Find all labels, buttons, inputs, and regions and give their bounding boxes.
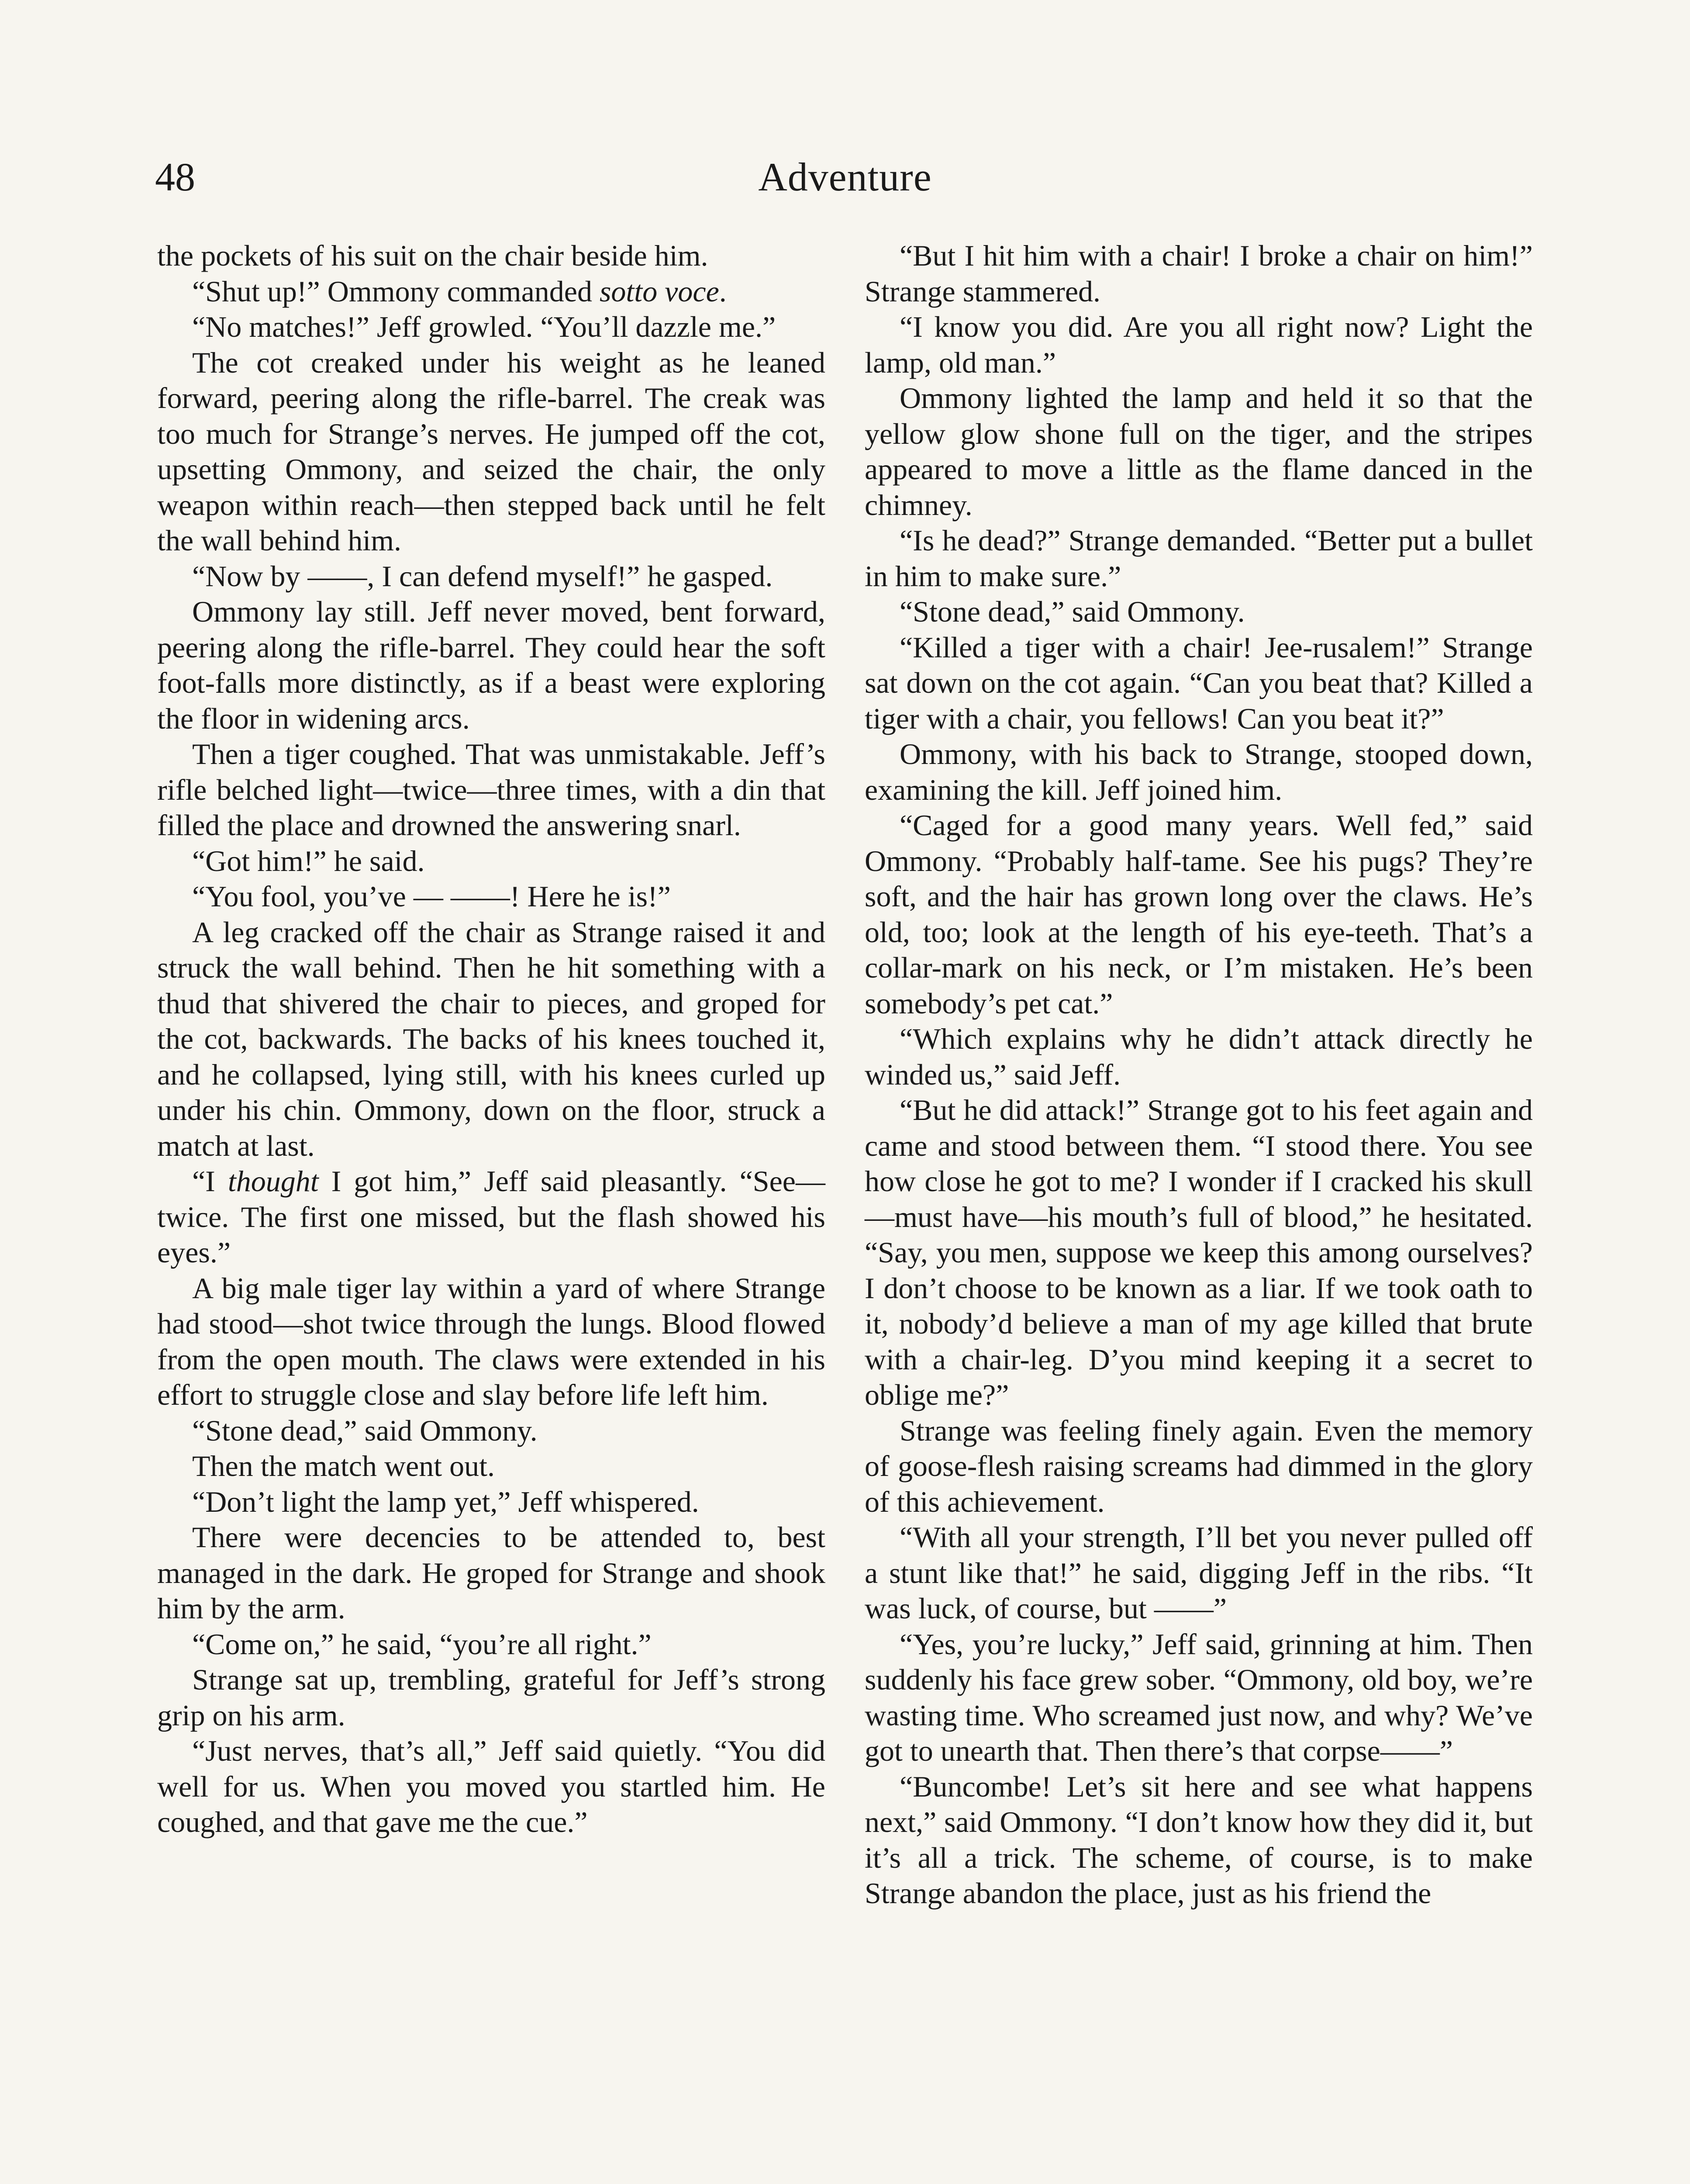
paragraph-text: “Now by ——, I can defend myself!” he gasped. bbox=[192, 559, 773, 593]
paragraph bbox=[157, 915, 825, 1164]
paragraph bbox=[157, 345, 825, 559]
page-header bbox=[155, 149, 1535, 205]
paragraph-text: “You fool, you’ve — ——! Here he is!” bbox=[192, 880, 671, 913]
paragraph-text: Strange sat up, trembling, grateful for Jeff’s strong grip on his arm. bbox=[157, 1663, 825, 1732]
paragraph-text: Ommony lay still. Jeff never moved, bent forward, peering along the rifle-barrel. They could hear the soft foot-falls more distinctly, as if a beast were exploring the floor in widening arcs. bbox=[157, 595, 825, 735]
paragraph: “But I hit him with a chair! I broke a chair on him!” Strange stammered. bbox=[865, 239, 1533, 308]
paragraph-text: “Come on,” he said, “you’re all right.” bbox=[192, 1627, 652, 1661]
paragraph: Ommony lighted the lamp and held it so that the yellow glow shone full on the tiger, and the stripes appeared to move a little as the flame danced in the chimney. bbox=[865, 381, 1533, 522]
paragraph: “Caged for a good many years. Well fed,” said Ommony. “Probably half-tame. See his pugs? They’re soft, and the hair has grown long over the claws. He’s old, too; look at the length of his eye-teeth. That’s a collar-mark on his neck, or I’m mistaken. He’s been somebody’s pet cat.” bbox=[865, 809, 1533, 1020]
paragraph bbox=[157, 736, 825, 843]
paragraph bbox=[157, 309, 825, 345]
paragraph bbox=[157, 1271, 825, 1413]
paragraph-text: “Got him!” he said. bbox=[192, 844, 425, 878]
paragraph bbox=[157, 1413, 825, 1449]
paragraph: “Buncombe! Let’s sit here and see what happens next,” said Ommony. “I don’t know how they did it, but it’s all a trick. The scheme, of course, is to make Strange abandon the place, just as his friend the bbox=[865, 1769, 1533, 1910]
paragraph bbox=[157, 274, 825, 310]
paragraph: “But he did attack!” Strange got to his feet again and came and stood between them. “I stood there. You see how close he got to me? I wonder if I cracked his skull—must have—his mouth’s full of blood,” he hesitated. “Say, you men, suppose we keep this among ourselves? I don’t choose to be known as a liar. If we took oath to it, nobody’d believe a man of my age killed that brute with a chair-leg. D’you mind keeping it a secret to oblige me?” bbox=[865, 1093, 1533, 1411]
paragraph-text: A leg cracked off the chair as Strange raised it and struck the wall behind. Then he hit something with a thud that shivered the chair to pieces, and groped for the cot, backwards. The backs of his knees touched it, and he collapsed, lying still, with his knees curled up under his chin. Ommony, down on the floor, struck a match at last. bbox=[157, 915, 825, 1162]
paragraph bbox=[157, 559, 825, 594]
paragraph bbox=[157, 879, 825, 915]
paragraph-text: “Don’t light the lamp yet,” Jeff whispered. bbox=[192, 1485, 699, 1518]
paragraph-text: I got him,” Jeff said pleasantly. “See—twice. The first one missed, but the flash showed his eyes.” bbox=[157, 1165, 825, 1269]
magazine-title: Adventure bbox=[758, 155, 932, 199]
italic-text: sotto voce bbox=[599, 274, 719, 308]
paragraph-text: The cot creaked under his weight as he leaned forward, peering along the rifle-barrel. The creak was too much for Strange’s nerves. He jumped off the cot, upsetting Ommony, and seized the chair, the only weapon within reach—then stepped back until he felt the wall behind him. bbox=[157, 346, 825, 557]
paragraph-text: Then a tiger coughed. That was unmistakable. Jeff’s rifle belched light—twice—three times, with a din that filled the place and drowned the answering snarl. bbox=[157, 737, 825, 842]
page-number: 48 bbox=[155, 155, 195, 199]
italic-text: thought bbox=[228, 1165, 319, 1198]
paragraph bbox=[157, 1733, 825, 1840]
paragraph-text: A big male tiger lay within a yard of where Strange had stood—shot twice through the lungs. Blood flowed from the open mouth. The claws were extended in his effort to struggle close and slay before life left him. bbox=[157, 1271, 825, 1411]
paragraph-text: the pockets of his suit on the chair beside him. bbox=[157, 239, 708, 272]
paragraph-text: “Shut up!” Ommony commanded bbox=[192, 274, 600, 308]
paragraph bbox=[157, 1164, 825, 1271]
paragraph: “With all your strength, I’ll bet you never pulled off a stunt like that!” he said, digging Jeff in the ribs. “It was luck, of course, but ——” bbox=[865, 1521, 1533, 1625]
paragraph-text: There were decencies to be attended to, best managed in the dark. He groped for Strange and shook him by the arm. bbox=[157, 1521, 825, 1625]
paragraph-text: “I bbox=[192, 1165, 228, 1198]
paragraph-text: . bbox=[719, 274, 727, 308]
paragraph-text: Then the match went out. bbox=[192, 1449, 495, 1482]
paragraph bbox=[157, 843, 825, 879]
paragraph: “Killed a tiger with a chair! Jee-rusalem!” Strange sat down on the cot again. “Can you beat that? Killed a tiger with a chair, you fellows! Can you beat it?” bbox=[865, 630, 1533, 735]
paragraph bbox=[157, 238, 825, 274]
paragraph bbox=[157, 594, 825, 736]
paragraph bbox=[157, 1662, 825, 1733]
paragraph: “Which explains why he didn’t attack directly he winded us,” said Jeff. bbox=[865, 1022, 1533, 1091]
paragraph: Ommony, with his back to Strange, stooped down, examining the kill. Jeff joined him. bbox=[865, 737, 1533, 806]
paragraph bbox=[157, 1627, 825, 1662]
paragraph-text: “Just nerves, that’s all,” Jeff said quietly. “You did well for us. When you moved you startled him. He coughed, and that gave me the cue.” bbox=[157, 1734, 825, 1838]
paragraph-text: “Stone dead,” said Ommony. bbox=[192, 1413, 538, 1447]
paragraph bbox=[157, 1520, 825, 1627]
paragraph: “Is he dead?” Strange demanded. “Better put a bullet in him to make sure.” bbox=[865, 524, 1533, 593]
paragraph: “I know you did. Are you all right now? Light the lamp, old man.” bbox=[865, 310, 1533, 379]
paragraph: Strange was feeling finely again. Even the memory of goose-flesh raising screams had dimmed in the glory of this achievement. bbox=[865, 1413, 1533, 1518]
left-column bbox=[157, 238, 825, 1840]
paragraph: “Stone dead,” said Ommony. bbox=[900, 595, 1245, 628]
paragraph-text: “No matches!” Jeff growled. “You’ll dazzle me.” bbox=[192, 310, 776, 343]
paragraph: “Yes, you’re lucky,” Jeff said, grinning at him. Then suddenly his face grew sober. “Ommony, old boy, we’re wasting time. Who screamed just now, and why? We’ve got to unearth that. Then there’s that corpse——” bbox=[865, 1627, 1533, 1767]
paragraph bbox=[157, 1484, 825, 1520]
right-column bbox=[865, 238, 1533, 1911]
paragraph bbox=[157, 1448, 825, 1484]
